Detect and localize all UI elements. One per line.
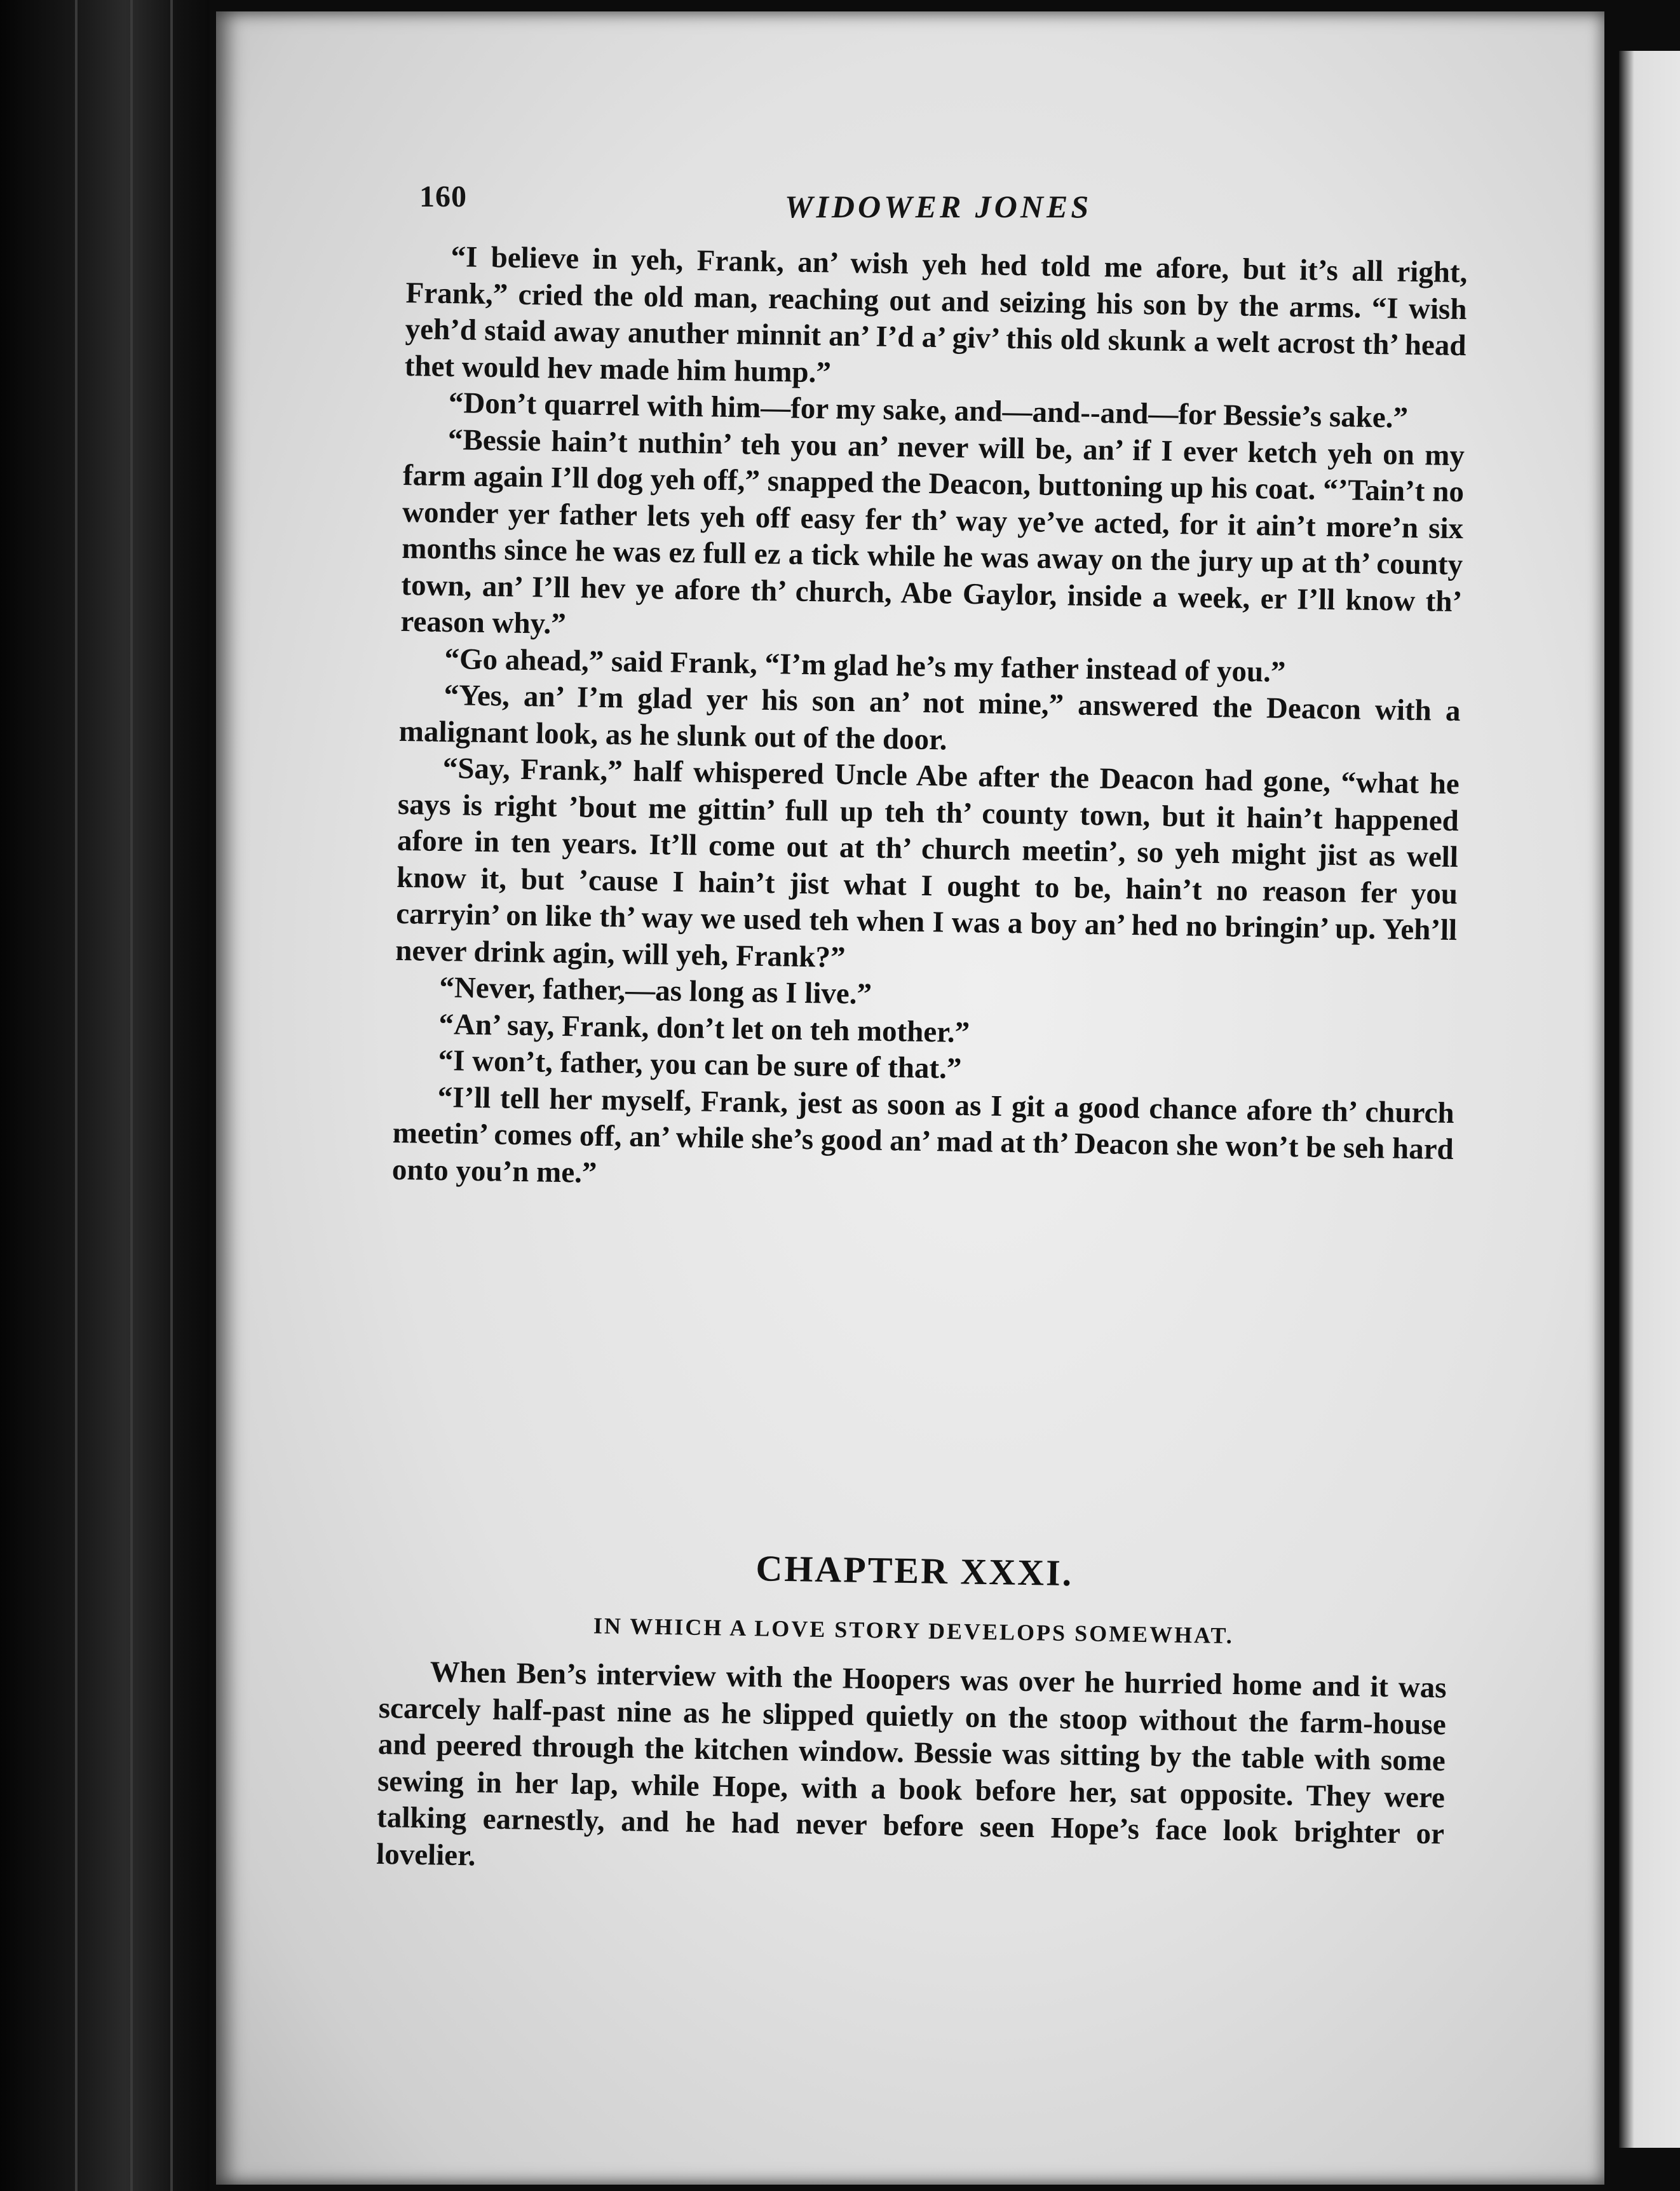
body-text — [392, 238, 1468, 1205]
binding-edge-line — [170, 0, 173, 2191]
paragraph: “Never, father,—as long as I live.” — [439, 970, 872, 1011]
binding-edge-line — [130, 0, 133, 2191]
paragraph: “Yes, an’ I’m glad yer his son an’ not mine,” answered the Deacon with a malignant look, as he slunk out of the door. — [398, 679, 1461, 756]
chapter-title: CHAPTER XXXI. — [755, 1547, 1074, 1594]
chapter-subtitle: IN WHICH A LOVE STORY DEVELOPS SOMEWHAT. — [593, 1613, 1235, 1649]
page-number: 160 — [419, 180, 467, 214]
binding-edge-line — [75, 0, 78, 2191]
paragraph: “An’ say, Frank, don’t let on teh mother.” — [438, 1007, 970, 1049]
running-head: WIDOWER JONES — [785, 189, 1092, 224]
paragraph: “Don’t quarrel with him—for my sake, and—and--and—for Bessie’s sake.” — [448, 386, 1409, 435]
paragraph: “Bessie hain’t nuthin’ teh you an’ never will be, an’ if I ever ketch yeh on my farm again I’ll dog yeh off,” snapped the Deacon, buttoning up his coat. “’Tain’t no wonder yer father lets yeh off easy fer th’ way ye’ve acted, for it ain’t more’n six months since he was ez full ez a tick while he was away on the jury up at th’ county town, an’ I’ll hev ye afore th’ church, Abe Gaylor, inside a week, er I’ll know th’ reason why.” — [400, 423, 1465, 641]
paragraph: “Go ahead,” said Frank, “I’m glad he’s my father instead of you.” — [444, 642, 1286, 689]
page-header — [419, 179, 1411, 230]
chapter-section — [376, 1541, 1449, 1889]
book-binding — [0, 0, 210, 2191]
paragraph: “I’ll tell her myself, Frank, jest as soon as I git a good chance afore th’ church meetin’ comes off, an’ while she’s good an’ mad at th’ Deacon she won’t be seh hard onto you’n me.” — [391, 1080, 1454, 1190]
adjacent-page-edge — [1619, 51, 1680, 2148]
paragraph: “I won’t, father, you can be sure of that.” — [438, 1043, 962, 1085]
chapter-opening-paragraph: When Ben’s interview with the Hoopers was over he hurried home and it was scarcely half-past nine as he slipped quietly on the stoop without the farm-house and peered through the kitchen window. Bessie was sitting by the table with some sewing in her lap, while Hope, with a book before her, sat opposite. They were talking earnestly, and he had never before seen Hope’s face look brighter or lovelier. — [376, 1655, 1447, 1872]
paragraph: “I believe in yeh, Frank, an’ wish yeh hed told me afore, but it’s all right, Frank,” cried the old man, reaching out and seizing his son by the arms. “I wish yeh’d staid away anuther minnit an’ I’d a’ giv’ this old skunk a welt acrost th’ head thet would hev made him hump.” — [404, 240, 1468, 390]
paragraph: “Say, Frank,” half whispered Uncle Abe after the Deacon had gone, “what he says is right ’bout me gittin’ full up teh th’ county town, but it hain’t happened afore in ten years. It’ll come out at th’ church meetin’, so yeh might jist as well know it, but ’cause I hain’t jist what I ought to be, hain’t no reason fer you carryin’ on like th’ way we used teh when I was a boy an’ hed no bringin’ up. Yeh’ll never drink agin, will yeh, Frank?” — [395, 752, 1460, 974]
